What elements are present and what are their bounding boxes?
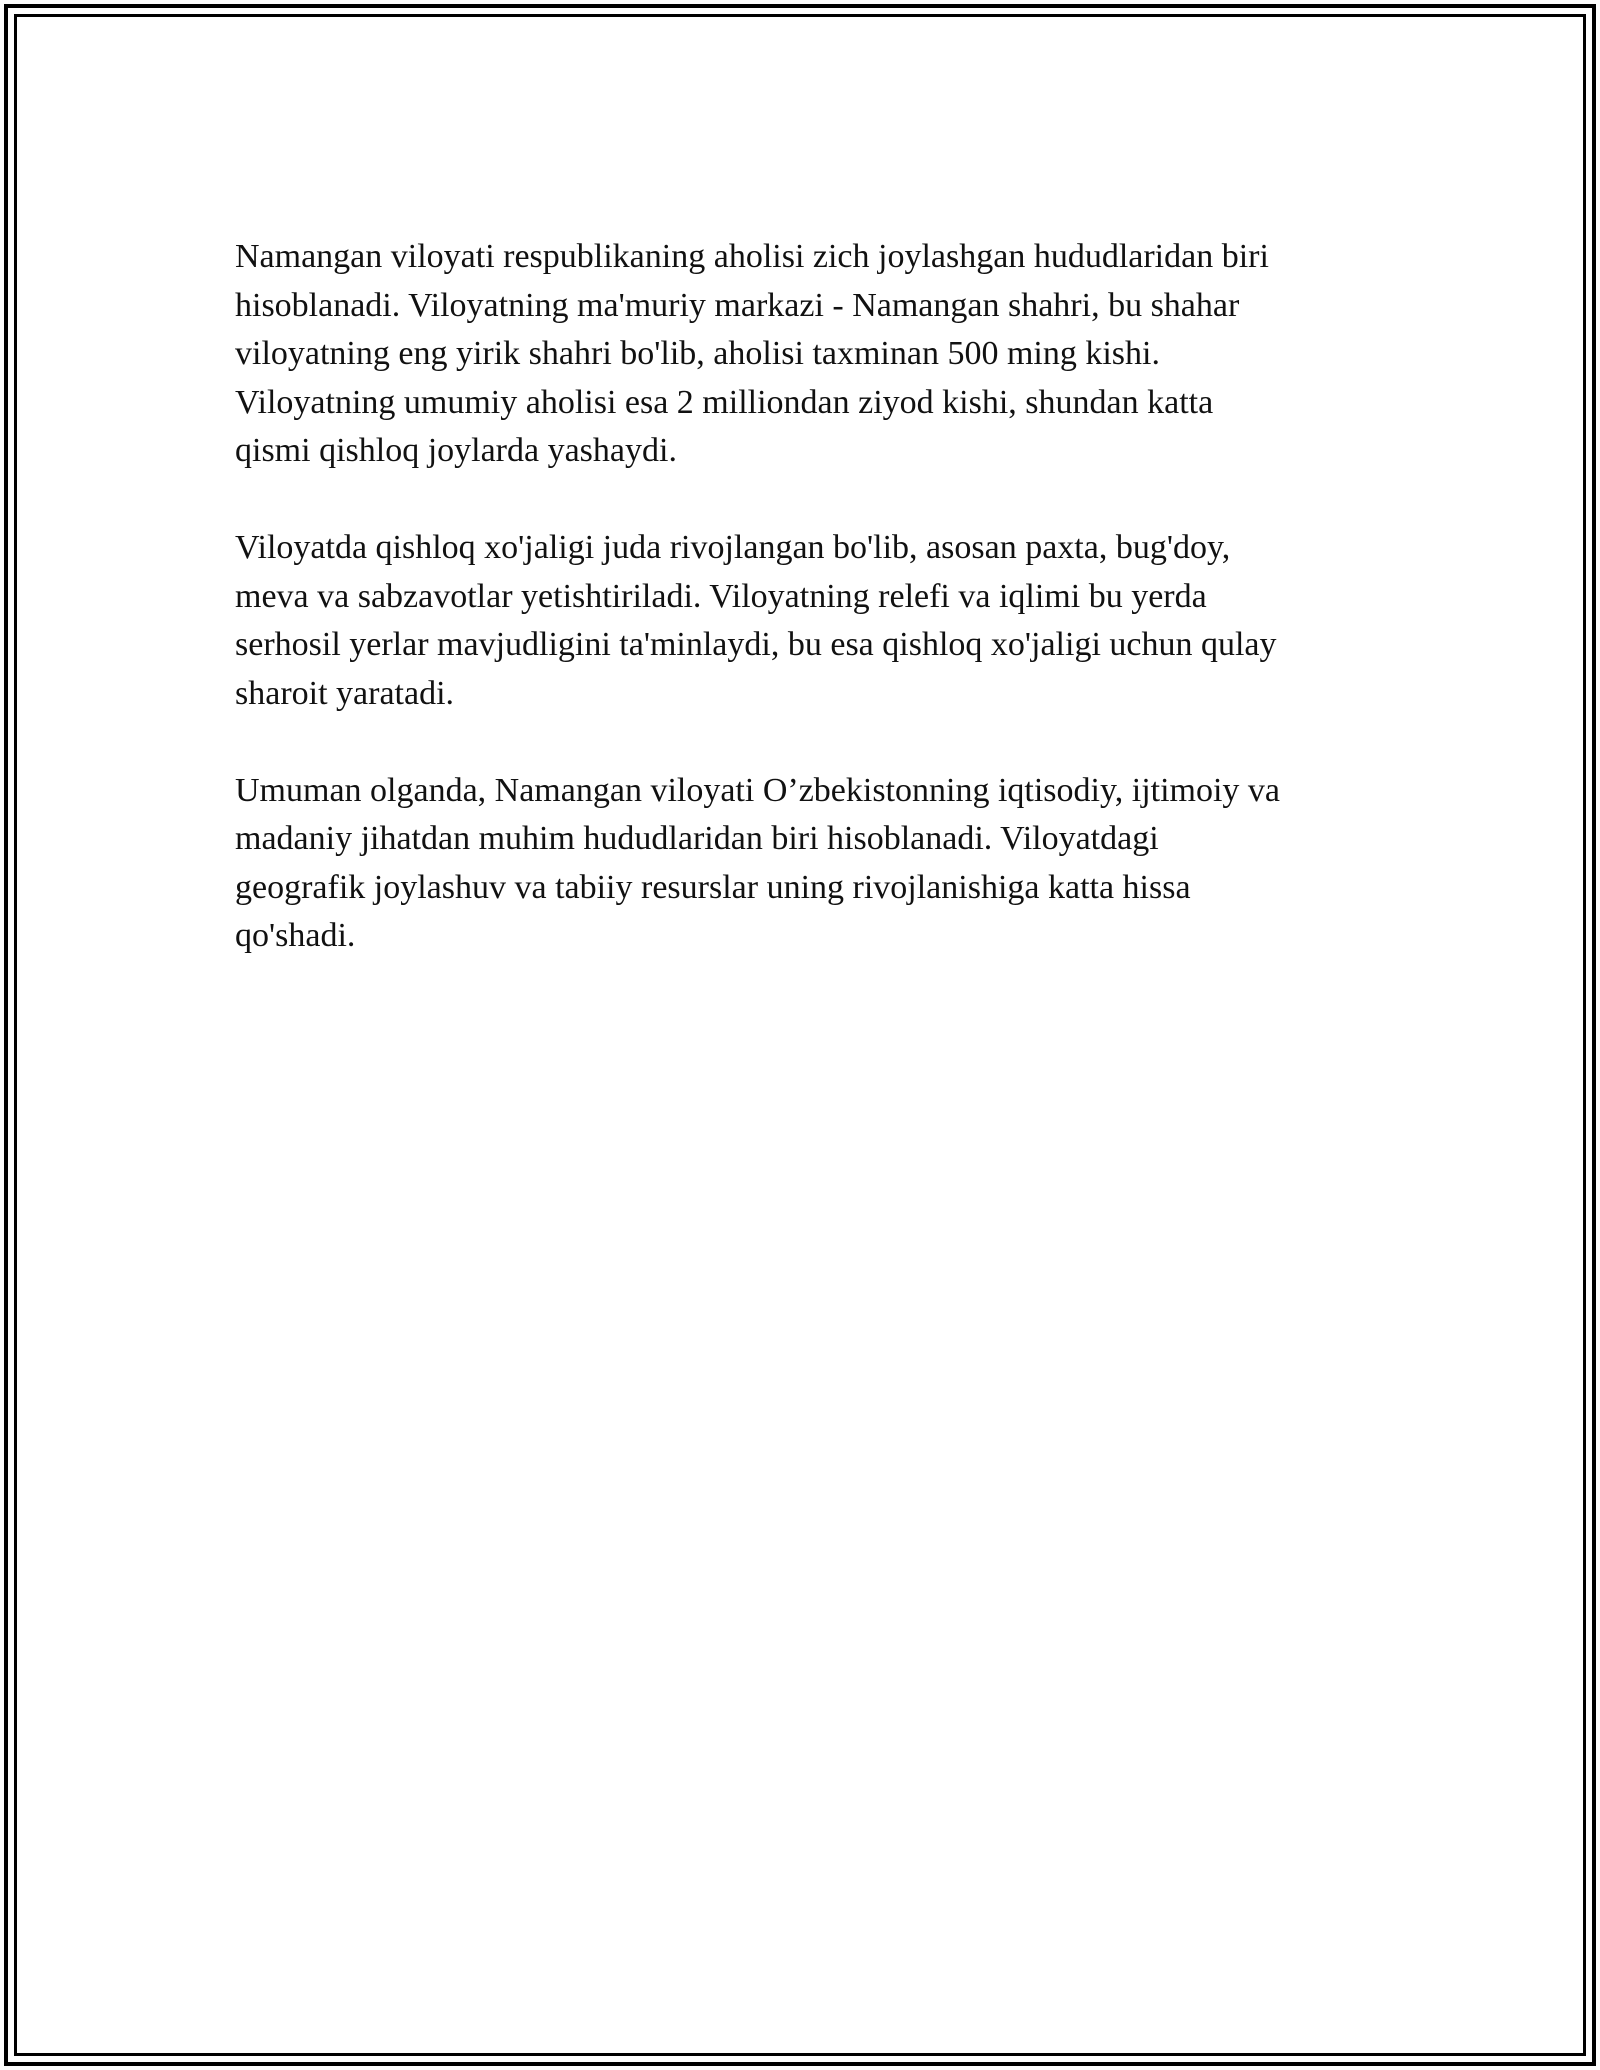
- paragraph-1: [235, 233, 1385, 476]
- paragraph-line: Namangan viloyati respublikaning aholisi zich joylashgan hududlaridan biri: [235, 238, 1269, 275]
- paragraph-line: Viloyatning umumiy aholisi esa 2 milliondan ziyod kishi, shundan katta: [235, 383, 1214, 421]
- paragraph-line: Umuman olganda, Namangan viloyati O’zbekistonning iqtisodiy, ijtimoiy va: [235, 771, 1281, 809]
- paragraph-line: viloyatning eng yirik shahri bo'lib, aholisi taxminan 500 ming kishi.: [235, 335, 1160, 372]
- paragraph-line: serhosil yerlar mavjudligini ta'minlaydi, bu esa qishloq xo'jaligi uchun qulay: [235, 626, 1277, 663]
- paragraph-line: qismi qishloq joylarda yashaydi.: [235, 432, 677, 469]
- document-body: [235, 233, 1385, 1009]
- paragraph-line: meva va sabzavotlar yetishtiriladi. Viloyatning relefi va iqlimi bu yerda: [235, 577, 1207, 615]
- paragraph-line: madaniy jihatdan muhim hududlaridan biri hisoblanadi. Viloyatdagi: [235, 820, 1159, 857]
- paragraph-line: qo'shadi.: [235, 917, 356, 954]
- paragraph-3: [235, 767, 1385, 961]
- paragraph-line: hisoblanadi. Viloyatning ma'muriy markazi - Namangan shahri, bu shahar: [235, 286, 1240, 324]
- paragraph-line: sharoit yaratadi.: [235, 674, 455, 712]
- paragraph-2: [235, 524, 1385, 718]
- paragraph-line: geografik joylashuv va tabiiy resurslar uning rivojlanishiga katta hissa: [235, 868, 1191, 906]
- paragraph-line: Viloyatda qishloq xo'jaligi juda rivojlangan bo'lib, asosan paxta, bug'doy,: [235, 529, 1231, 566]
